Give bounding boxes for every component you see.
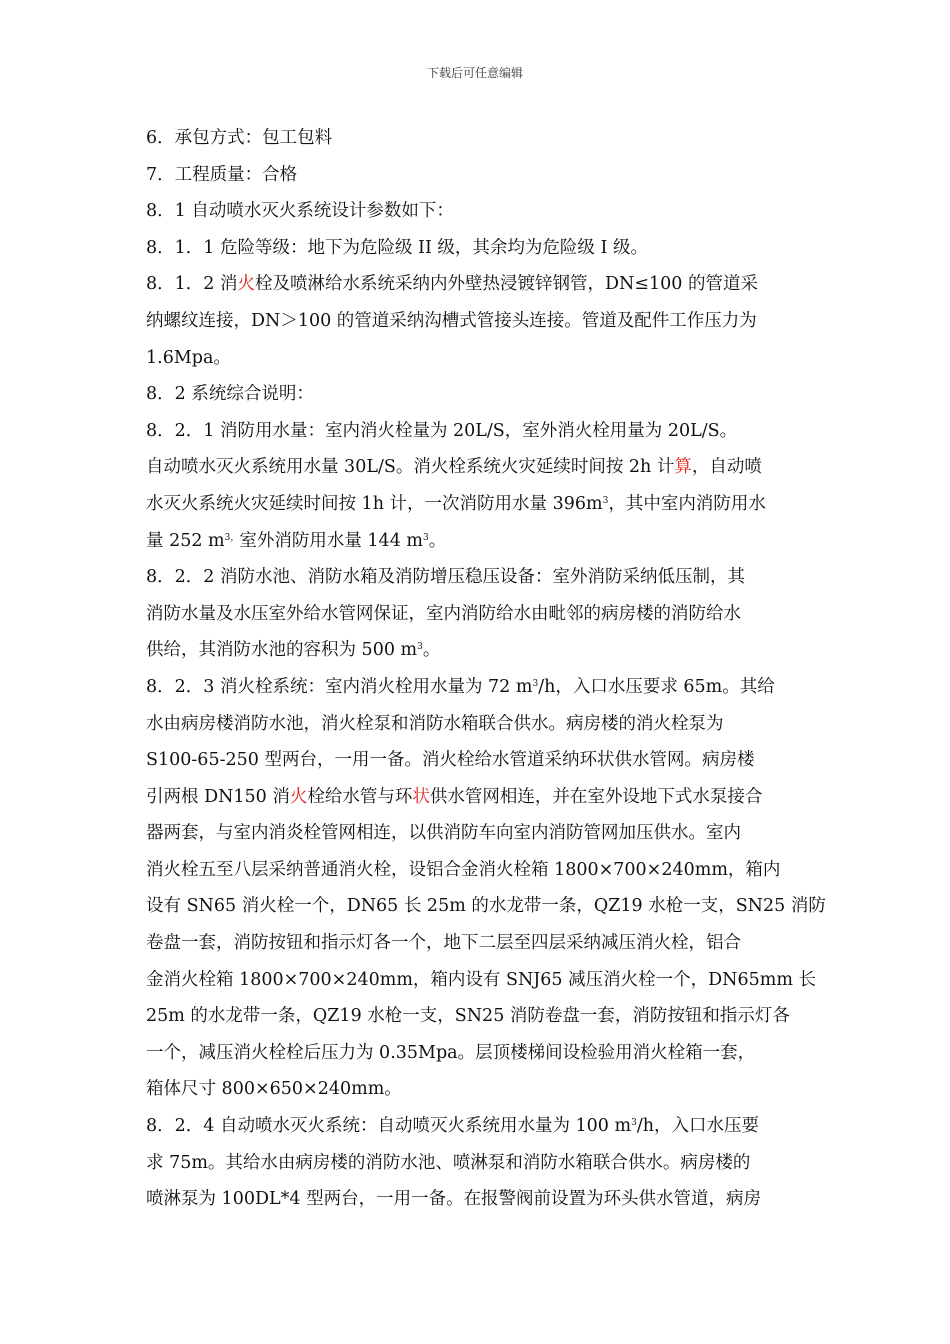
highlighted-char: 火: [289, 786, 308, 807]
page-header-note: 下载后可任意编辑: [426, 66, 523, 80]
highlighted-char: 状: [412, 786, 430, 807]
text-line: 自动喷水灭火系统用水量 30L/S。消火栓系统火灾延续时间按 2h 计算，自动喷: [146, 457, 762, 478]
text-line: 消火栓五至八层采纳普通消火栓，设铝合金消火栓箱 1800×700×240mm，箱内: [146, 859, 781, 880]
text-line: 8．2．2 消防水池、消防水箱及消防增压稳压设备：室外消防采纳低压制，其: [146, 567, 745, 588]
text-line: 箱体尺寸 800×650×240mm。: [146, 1079, 402, 1100]
text-line: 8．1．1 危险等级：地下为危险级 II 级，其余均为危险级 I 级。: [146, 237, 648, 258]
text-line: 消防水量及水压室外给水管网保证，室内消防给水由毗邻的病房楼的消防给水: [146, 603, 741, 624]
text-line: 8．1 自动喷水灭火系统设计参数如下：: [146, 201, 454, 222]
text-line: 设有 SN65 消火栓一个，DN65 长 25m 的水龙带一条，QZ19 水枪一支，SN25 消防: [146, 896, 826, 917]
text-line: 水灭火系统火灾延续时间按 1h 计，一次消防用水量 $396m^3$，其中室内消防用水: [146, 493, 766, 514]
text-line: 水由病房楼消防水池，消火栓泵和消防水箱联合供水。病房楼的消火栓泵为: [146, 713, 724, 734]
text-line: 8．2 系统综合说明：: [146, 384, 314, 405]
document-body: [146, 120, 826, 1218]
text-line: 卷盘一套，消防按钮和指示灯各一个，地下二层至四层采纳减压消火栓，铝合: [146, 933, 741, 954]
text-line: 引两根 DN150 消火栓给水管与环状供水管网相连，并在室外设地下式水泵接合: [146, 786, 763, 807]
text-line: 器两套，与室内消炎栓管网相连，以供消防车向室内消防管网加压供水。室内: [146, 823, 741, 844]
text-line: S100-65-250 型两台，一用一备。消火栓给水管道采纳环状供水管网。病房楼: [146, 750, 755, 771]
text-line: 一个，减压消火栓栓后压力为 0.35Mpa。层顶楼梯间设检验用消火栓箱一套，: [146, 1042, 756, 1063]
highlighted-char: 火: [237, 274, 255, 295]
text-line: 8．2．3 消火栓系统：室内消火栓用水量为 72 $m^3/h$，入口水压要求 65m。其给: [146, 676, 775, 697]
text-line: 供给，其消防水池的容积为 500 $m^3$。: [146, 640, 441, 661]
text-line: 7．工程质量：合格: [146, 164, 298, 185]
highlighted-char: 算: [674, 457, 692, 478]
text-line: 纳螺纹连接，DN＞100 的管道采纳沟槽式管接头连接。管道及配件工作压力为: [146, 310, 757, 331]
text-line: 8．2．4 自动喷水灭火系统：自动喷灭火系统用水量为 100 $m^3/h$，入口水压要: [146, 1116, 759, 1137]
text-line: 求 75m。其给水由病房楼的消防水池、喷淋泵和消防水箱联合供水。病房楼的: [146, 1152, 751, 1173]
text-line: 金消火栓箱 1800×700×240mm，箱内设有 SNJ65 减压消火栓一个，DN65mm 长: [146, 969, 816, 990]
text-line: 喷淋泵为 100DL*4 型两台，一用一备。在报警阀前设置为环头供水管道，病房: [146, 1189, 762, 1210]
text-line: 8．2．1 消防用水量：室内消火栓量为 20L/S，室外消火栓用量为 20L/S。: [146, 420, 738, 441]
text-line: 6．承包方式：包工包料: [146, 128, 333, 148]
text-line: 25m 的水龙带一条，QZ19 水枪一支，SN25 消防卷盘一套，消防按钮和指示灯各: [146, 1006, 790, 1027]
text-line: 8．1．2 消火栓及喷淋给水系统采纳内外壁热浸镀锌钢管，DN≤100 的管道采: [146, 274, 758, 295]
text-line: 1.6Mpa。: [146, 347, 231, 368]
text-line: 量 252 $m^{3,}$室外消防用水量 144 $m^3$。: [146, 530, 447, 551]
